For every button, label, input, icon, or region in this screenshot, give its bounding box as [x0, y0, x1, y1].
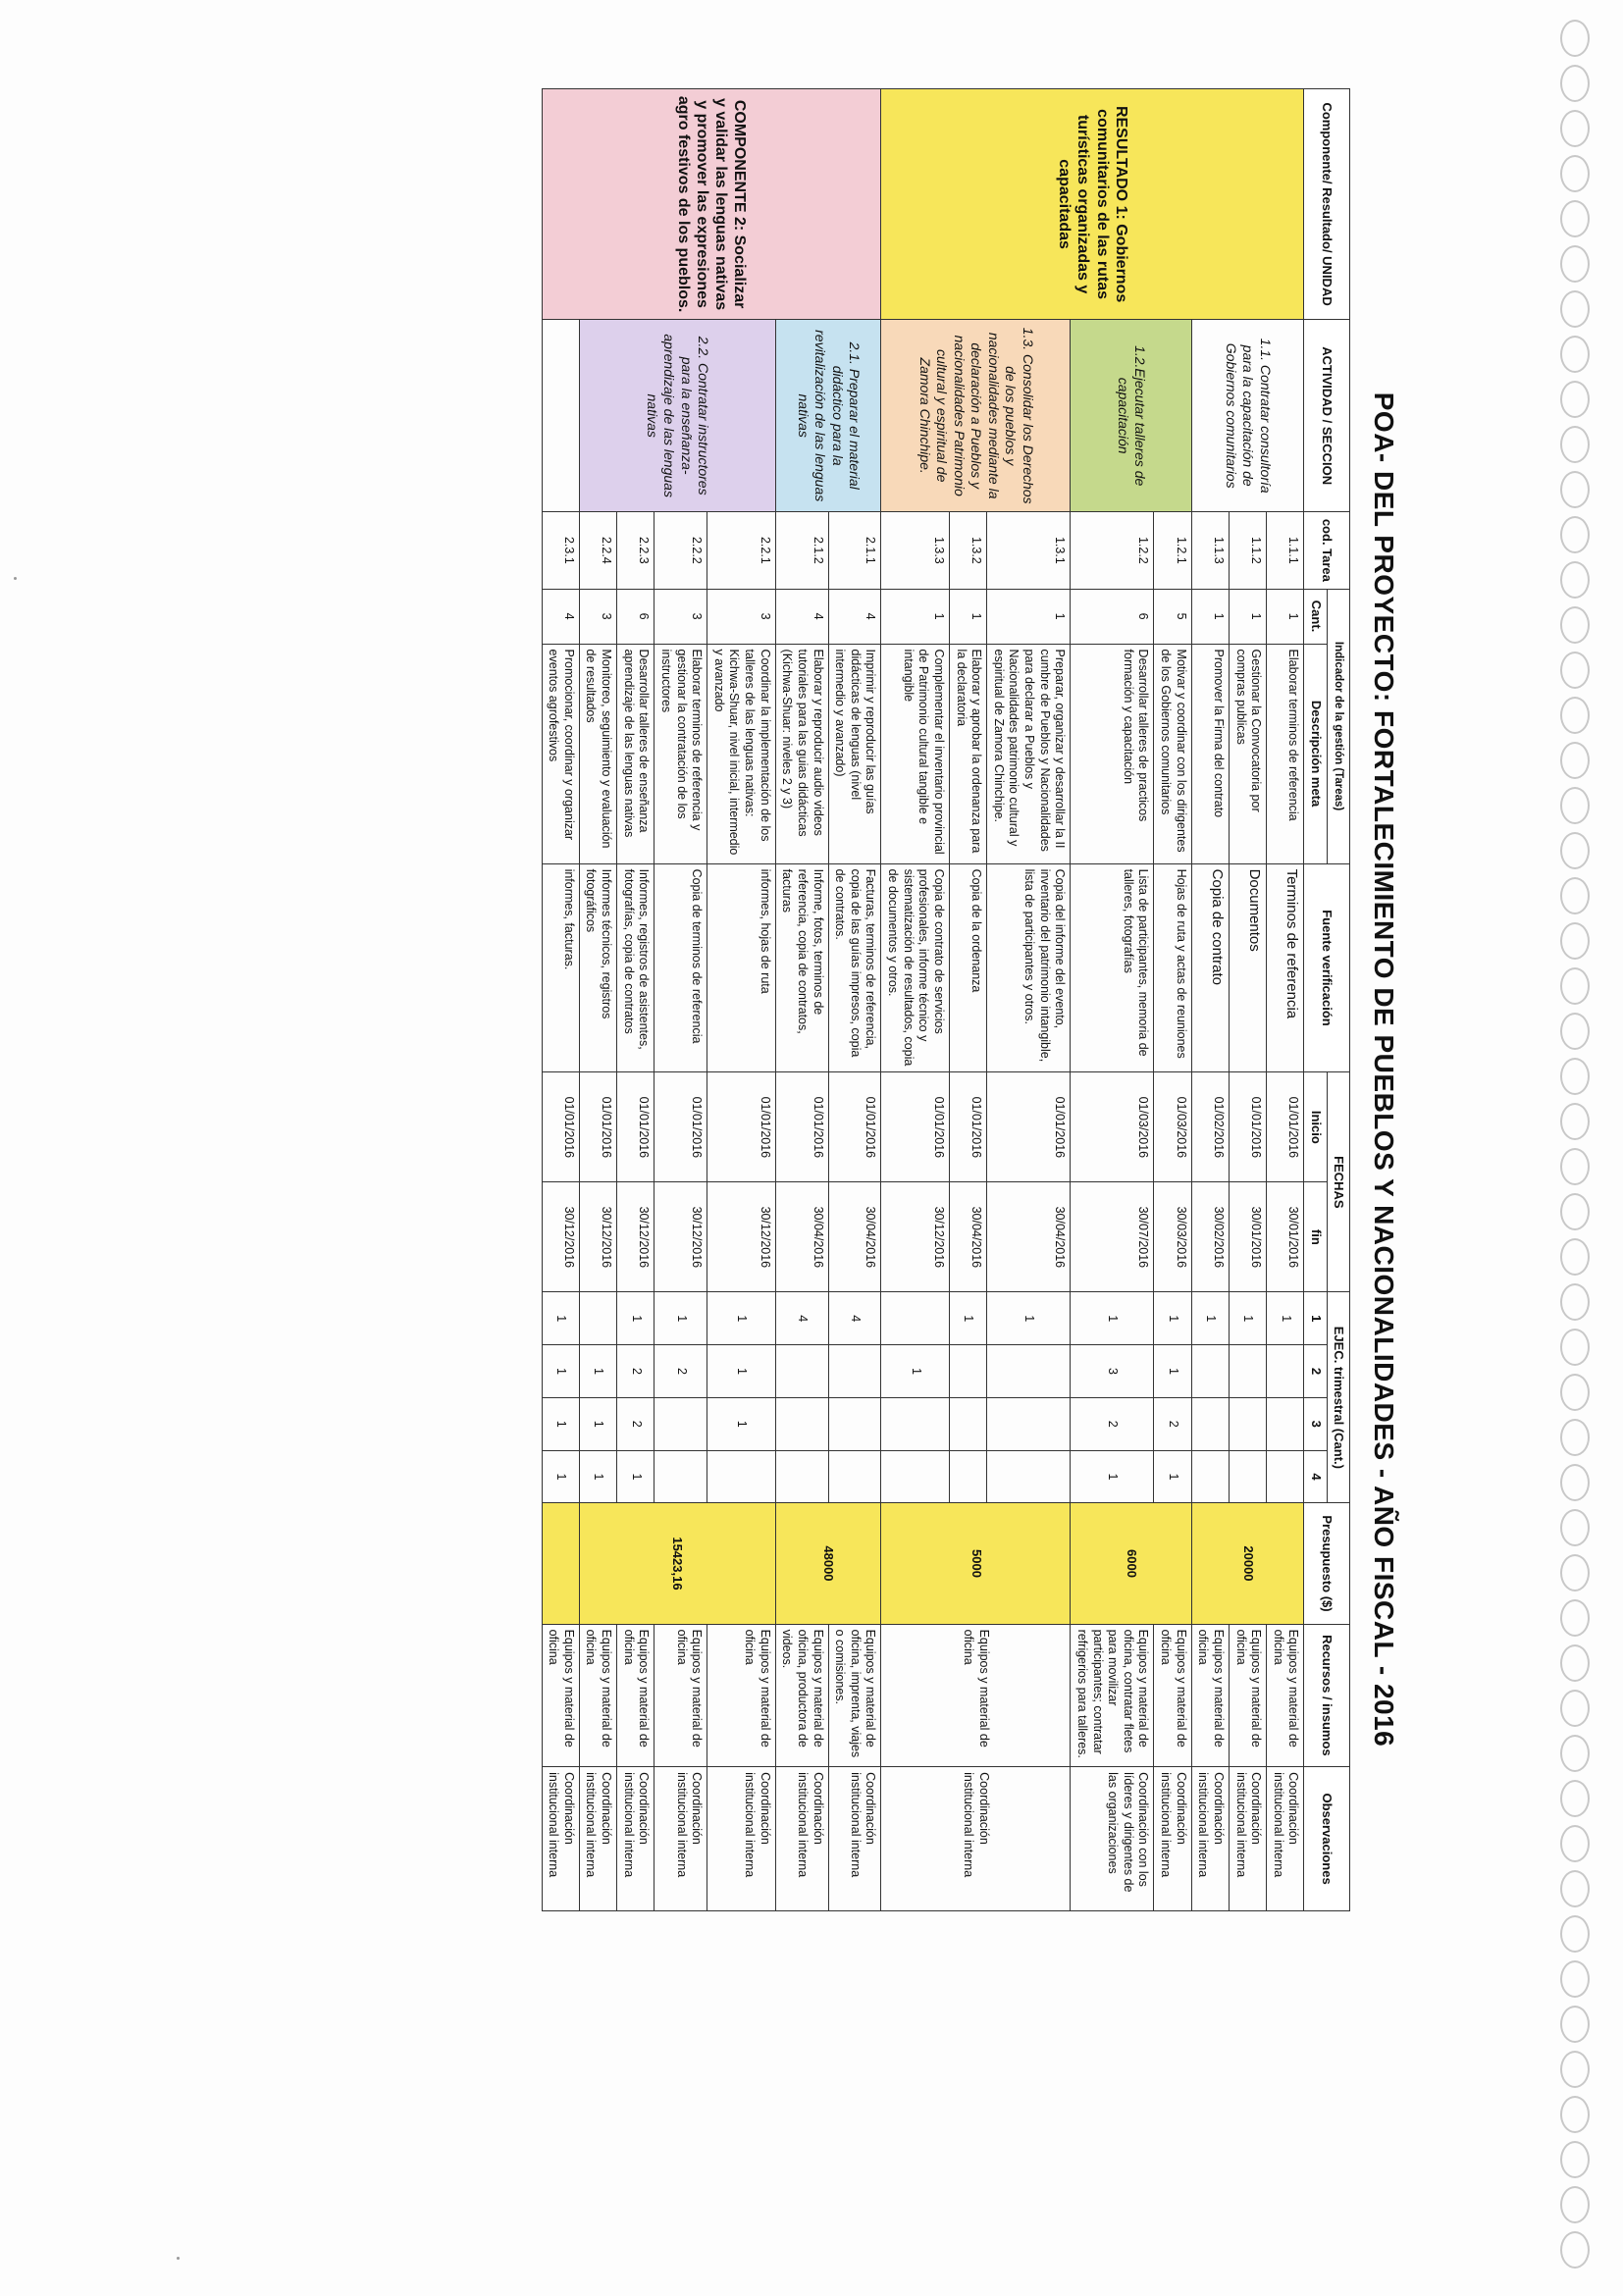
inicio-cell: 01/01/2016	[617, 1072, 654, 1182]
fin-cell: 30/12/2016	[654, 1182, 707, 1292]
cod-cell: 1.3.1	[987, 512, 1071, 589]
q4-cell: 1	[1154, 1450, 1191, 1503]
rotated-document	[165, 88, 1411, 2051]
cant-cell: 3	[654, 589, 707, 644]
cant-cell: 1	[1267, 589, 1304, 644]
q1-cell: 1	[1191, 1292, 1229, 1345]
resultado-1-cell: RESULTADO 1: Gobiernos comunitarios de las rutas turísticas organizadas y capacitadas	[881, 89, 1304, 320]
header-componente: Componente/ Resultado/ UNIDAD	[1304, 89, 1350, 320]
q4-cell	[1230, 1450, 1267, 1503]
observaciones-cell: Coordinación institucional interna	[707, 1767, 776, 1911]
cod-cell: 2.2.3	[617, 512, 654, 589]
q3-cell: 2	[1154, 1397, 1191, 1450]
desc-cell: Elaborar terminos de referencia	[1267, 644, 1304, 863]
fin-cell: 30/04/2016	[987, 1182, 1071, 1292]
q1-cell: 1	[542, 1292, 579, 1345]
q1-cell: 1	[654, 1292, 707, 1345]
q4-cell	[707, 1450, 776, 1503]
q2-cell	[1230, 1345, 1267, 1398]
fuente-cell: Copia de contrato	[1191, 863, 1229, 1072]
header-recursos: Recursos / insumos	[1304, 1624, 1350, 1767]
header-observaciones: Observaciones	[1304, 1767, 1350, 1911]
cod-cell: 2.3.1	[542, 512, 579, 589]
fuente-cell: Facturas, terminos de referencia, copia de las guías impresos, copia de contratos.	[828, 863, 881, 1072]
fin-cell: 30/12/2016	[542, 1182, 579, 1292]
inicio-cell: 01/01/2016	[707, 1072, 776, 1182]
q2-cell: 2	[654, 1345, 707, 1398]
cod-cell: 1.1.2	[1230, 512, 1267, 589]
q1-cell: 1	[1230, 1292, 1267, 1345]
q3-cell	[1191, 1397, 1229, 1450]
cant-cell: 1	[987, 589, 1071, 644]
header-fechas: FECHAS	[1327, 1072, 1349, 1292]
inicio-cell: 01/01/2016	[579, 1072, 616, 1182]
fin-cell: 30/12/2016	[617, 1182, 654, 1292]
inicio-cell: 01/01/2016	[1230, 1072, 1267, 1182]
activity-1-2: 1.2.Ejecutar talleres de capacitación	[1071, 320, 1191, 512]
fin-cell: 30/01/2016	[1267, 1182, 1304, 1292]
cant-cell: 6	[1071, 589, 1154, 644]
table-row	[987, 89, 1071, 1911]
desc-cell: Complementar el inventario provincial de Patrimonio cultural tangible e intangible	[881, 644, 950, 863]
cant-cell: 3	[707, 589, 776, 644]
fuente-cell: Terminos de referencia	[1267, 863, 1304, 1072]
q1-cell	[881, 1292, 950, 1345]
q4-cell	[775, 1450, 828, 1503]
desc-cell: Elaborar y aprobar la ordenanza para la declaratoria	[950, 644, 987, 863]
desc-cell: Preparar, organizar y desarrollar la II cumbre de Pueblos y Nacionalidades para declarar a Pueblos y Nacionalidades patrimonio cultural y espiritual de Zamora Chinchipe.	[987, 644, 1071, 863]
q2-cell: 1	[707, 1345, 776, 1398]
q4-cell	[987, 1450, 1071, 1503]
table-row	[542, 89, 579, 1911]
inicio-cell: 01/03/2016	[1154, 1072, 1191, 1182]
fin-cell: 30/04/2016	[950, 1182, 987, 1292]
table-row	[1154, 89, 1191, 1911]
cod-cell: 1.2.2	[1071, 512, 1154, 589]
observaciones-cell: Coordinación institucional interna	[579, 1767, 616, 1911]
fuente-cell: Informes, registros de asistentes, fotografías, copia de contratos	[617, 863, 654, 1072]
q3-cell: 1	[707, 1397, 776, 1450]
q3-cell: 2	[1071, 1397, 1154, 1450]
recursos-cell: Equipos y material de oficina	[881, 1624, 1071, 1767]
recursos-cell: Equipos y material de oficina	[1191, 1624, 1229, 1767]
q4-cell	[1191, 1450, 1229, 1503]
cod-cell: 1.3.3	[881, 512, 950, 589]
q2-cell: 1	[881, 1345, 950, 1398]
cod-cell: 2.2.1	[707, 512, 776, 589]
cant-cell: 4	[542, 589, 579, 644]
document-title: POA- DEL PROYECTO: FORTALECIMIENTO DE PUEBLOS Y NACIONALIDADES - AÑO FISCAL - 2016	[1369, 391, 1399, 1748]
header-actividad: ACTIVIDAD / SECCION	[1304, 320, 1350, 512]
recursos-cell: Equipos y material de oficina, contratar fletes para movilizar participantes; contratar refrigerios para talleres.	[1071, 1624, 1154, 1767]
observaciones-cell: Coordinación institucional interna	[881, 1767, 1071, 1911]
cant-cell: 1	[1191, 589, 1229, 644]
budget-cell	[542, 1503, 579, 1624]
recursos-cell: Equipos y material de oficina	[617, 1624, 654, 1767]
header-ejec: EJEC. trimestral (Cant.)	[1327, 1292, 1349, 1503]
desc-cell: Motivar y coordinar con los dirigentes de los Gobiernos comunitarios	[1154, 644, 1191, 863]
budget-cell: 48000	[775, 1503, 881, 1624]
fin-cell: 30/07/2016	[1071, 1182, 1154, 1292]
header-cod: cod. Tarea	[1304, 512, 1350, 589]
table-row	[828, 89, 881, 1911]
componente-2-cell: COMPONENTE 2: Socializar y validar las lenguas nativas y promover las expresiones agro festivos de los pueblos.	[542, 89, 881, 320]
q2-cell	[950, 1345, 987, 1398]
fin-cell: 30/03/2016	[1154, 1182, 1191, 1292]
q4-cell: 1	[617, 1450, 654, 1503]
recursos-cell: Equipos y material de oficina, imprenta, viajes o comisiones.	[828, 1624, 881, 1767]
fin-cell: 30/02/2016	[1191, 1182, 1229, 1292]
activity-1-1: 1.1. Contratar consultoría para la capacitación de Gobiernos comunitarios	[1191, 320, 1304, 512]
observaciones-cell: Coordinación institucional interna	[1191, 1767, 1229, 1911]
observaciones-cell: Coordinación institucional interna	[1267, 1767, 1304, 1911]
observaciones-cell: Coordinación institucional interna	[1154, 1767, 1191, 1911]
q4-cell: 1	[579, 1450, 616, 1503]
q1-cell	[579, 1292, 616, 1345]
desc-cell: Promocionar, coordinar y organizar eventos agrofestivos	[542, 644, 579, 863]
q2-cell	[828, 1345, 881, 1398]
activity-2-3-cell	[542, 320, 579, 512]
activity-2-1: 2.1. Preparar el material didáctico para la revitalización de las lenguas nativas	[775, 320, 881, 512]
fuente-cell: Hojas de ruta y actas de reuniones	[1154, 863, 1191, 1072]
fuente-cell: Copia de la ordenanza	[950, 863, 987, 1072]
header-row-1	[1327, 89, 1349, 1911]
q3-cell	[881, 1397, 950, 1450]
inicio-cell: 01/03/2016	[1071, 1072, 1154, 1182]
recursos-cell: Equipos y material de oficina	[1154, 1624, 1191, 1767]
q2-cell: 3	[1071, 1345, 1154, 1398]
header-q2: 2	[1304, 1345, 1327, 1398]
budget-cell: 5000	[881, 1503, 1071, 1624]
q1-cell: 1	[1267, 1292, 1304, 1345]
cant-cell: 1	[1230, 589, 1267, 644]
q4-cell	[1267, 1450, 1304, 1503]
binder-rings	[1552, 20, 1601, 2276]
q1-cell: 4	[775, 1292, 828, 1345]
q1-cell: 1	[617, 1292, 654, 1345]
q2-cell	[775, 1345, 828, 1398]
budget-cell: 20000	[1191, 1503, 1304, 1624]
scan-speck	[177, 2257, 180, 2260]
q3-cell	[987, 1397, 1071, 1450]
fin-cell: 30/12/2016	[579, 1182, 616, 1292]
q2-cell	[1191, 1345, 1229, 1398]
q3-cell	[828, 1397, 881, 1450]
q4-cell: 1	[542, 1450, 579, 1503]
observaciones-cell: Coordinación institucional interna	[828, 1767, 881, 1911]
desc-cell: Coordinar la implementación de los talleres de las lenguas nativas: Kichwa-Shuar, nivel inicial, intermedio y avanzado	[707, 644, 776, 863]
recursos-cell: Equipos y material de oficina	[579, 1624, 616, 1767]
q3-cell: 2	[617, 1397, 654, 1450]
inicio-cell: 01/01/2016	[542, 1072, 579, 1182]
q4-cell	[654, 1450, 707, 1503]
cod-cell: 1.2.1	[1154, 512, 1191, 589]
q3-cell	[950, 1397, 987, 1450]
q2-cell: 1	[542, 1345, 579, 1398]
inicio-cell: 01/01/2016	[775, 1072, 828, 1182]
recursos-cell: Equipos y material de oficina	[1267, 1624, 1304, 1767]
header-q4: 4	[1304, 1450, 1327, 1503]
cant-cell: 4	[775, 589, 828, 644]
desc-cell: Promover la Firma del contrato	[1191, 644, 1229, 863]
q3-cell: 1	[542, 1397, 579, 1450]
fuente-cell: Documentos	[1230, 863, 1267, 1072]
q3-cell: 1	[579, 1397, 616, 1450]
activity-1-3: 1.3. Consolidar los Derechos de los pueblos y nacionalidades mediante la declaración a Pueblos y nacionalidades Patrimonio cultural y espiritual de Zamora Chinchipe.	[881, 320, 1071, 512]
header-presupuesto: Presupuesto ($)	[1304, 1503, 1350, 1624]
q3-cell	[654, 1397, 707, 1450]
inicio-cell: 01/01/2016	[987, 1072, 1071, 1182]
table-row	[1267, 89, 1304, 1911]
desc-cell: Imprimir y reproducir las guías didácticas de lenguas (nivel intermedio y avanzado)	[828, 644, 881, 863]
inicio-cell: 01/01/2016	[881, 1072, 950, 1182]
q1-cell: 1	[987, 1292, 1071, 1345]
q2-cell	[987, 1345, 1071, 1398]
header-fin: fin	[1304, 1182, 1327, 1292]
inicio-cell: 01/01/2016	[654, 1072, 707, 1182]
activity-2-2: 2.2. Contratar instructores para la enseñanza-aprendizaje de las lenguas nativas	[579, 320, 775, 512]
recursos-cell: Equipos y material de oficina, productora de videos.	[775, 1624, 828, 1767]
cod-cell: 1.3.2	[950, 512, 987, 589]
header-descripcion: Descripción meta	[1304, 644, 1327, 863]
q1-cell: 4	[828, 1292, 881, 1345]
q4-cell	[881, 1450, 950, 1503]
fuente-cell: Copia del informe del evento, inventario del patrimonio intangible, lista de participantes y otros.	[987, 863, 1071, 1072]
cod-cell: 2.2.2	[654, 512, 707, 589]
desc-cell: Monitoreo, seguimiento y evaluación de resultados	[579, 644, 616, 863]
q4-cell: 1	[1071, 1450, 1154, 1503]
q1-cell: 1	[950, 1292, 987, 1345]
poa-table	[542, 88, 1350, 1911]
fuente-cell: informes, hojas de ruta	[707, 863, 776, 1072]
fin-cell: 30/12/2016	[881, 1182, 950, 1292]
header-inicio: Inicio	[1304, 1072, 1327, 1182]
observaciones-cell: Coordinación institucional interna	[617, 1767, 654, 1911]
recursos-cell: Equipos y material de oficina	[542, 1624, 579, 1767]
cant-cell: 5	[1154, 589, 1191, 644]
fuente-cell: Copia de terminos de referencia	[654, 863, 707, 1072]
header-indicador: Indicador de la gestión (Tareas)	[1327, 589, 1349, 863]
recursos-cell: Equipos y material de oficina	[707, 1624, 776, 1767]
fuente-cell: Informe, fotos, terminos de referencia, copia de contratos, facturas	[775, 863, 828, 1072]
q1-cell: 1	[707, 1292, 776, 1345]
observaciones-cell: Coordinación institucional interna	[1230, 1767, 1267, 1911]
q4-cell	[828, 1450, 881, 1503]
desc-cell: Desarrollar talleres de enseñanza aprendizaje de las lenguas nativas	[617, 644, 654, 863]
q4-cell	[950, 1450, 987, 1503]
budget-cell: 15423,16	[579, 1503, 775, 1624]
header-fuente: Fuente verificación	[1304, 863, 1350, 1072]
q1-cell: 1	[1154, 1292, 1191, 1345]
fin-cell: 30/01/2016	[1230, 1182, 1267, 1292]
fin-cell: 30/04/2016	[828, 1182, 881, 1292]
cod-cell: 2.2.4	[579, 512, 616, 589]
desc-cell: Desarrollar talleres de practicos formación y capacitación	[1071, 644, 1154, 863]
fuente-cell: Informes técnicos, registros fotográficos	[579, 863, 616, 1072]
q2-cell: 1	[579, 1345, 616, 1398]
header-q1: 1	[1304, 1292, 1327, 1345]
q2-cell: 1	[1154, 1345, 1191, 1398]
fin-cell: 30/04/2016	[775, 1182, 828, 1292]
cant-cell: 1	[950, 589, 987, 644]
q2-cell: 2	[617, 1345, 654, 1398]
q2-cell	[1267, 1345, 1304, 1398]
desc-cell: Gestionar la Convocatoria por compras publicas	[1230, 644, 1267, 863]
fin-cell: 30/12/2016	[707, 1182, 776, 1292]
header-cant: Cant.	[1304, 589, 1327, 644]
fuente-cell: informes, facturas.	[542, 863, 579, 1072]
recursos-cell: Equipos y material de oficina	[654, 1624, 707, 1767]
recursos-cell: Equipos y material de oficina	[1230, 1624, 1267, 1767]
table-row	[707, 89, 776, 1911]
desc-cell: Elaborar terminos de referencia y gestionar la contratación de los instructores	[654, 644, 707, 863]
q3-cell	[1230, 1397, 1267, 1450]
scan-speck	[14, 577, 17, 580]
cant-cell: 3	[579, 589, 616, 644]
cod-cell: 2.1.2	[775, 512, 828, 589]
q3-cell	[1267, 1397, 1304, 1450]
desc-cell: Elaborar y reproducir audio videos tutoriales para las guias didácticas (Kichwa-Shuar: niveles 2 y 3)	[775, 644, 828, 863]
fuente-cell: Lista de participantes, memoria de talleres, fotografías	[1071, 863, 1154, 1072]
cod-cell: 1.1.3	[1191, 512, 1229, 589]
inicio-cell: 01/01/2016	[950, 1072, 987, 1182]
observaciones-cell: Coordinación institucional interna	[654, 1767, 707, 1911]
observaciones-cell: Coordinación institucional interna	[775, 1767, 828, 1911]
header-q3: 3	[1304, 1397, 1327, 1450]
inicio-cell: 01/02/2016	[1191, 1072, 1229, 1182]
q3-cell	[775, 1397, 828, 1450]
inicio-cell: 01/01/2016	[828, 1072, 881, 1182]
cod-cell: 2.1.1	[828, 512, 881, 589]
inicio-cell: 01/01/2016	[1267, 1072, 1304, 1182]
cod-cell: 1.1.1	[1267, 512, 1304, 589]
cant-cell: 1	[881, 589, 950, 644]
fuente-cell: Copia de contrato de servicios profesionales, informe técnico y sistematización de resultados, copia de documentos y otros.	[881, 863, 950, 1072]
budget-cell: 6000	[1071, 1503, 1191, 1624]
observaciones-cell: Coordinación con los líderes y dirigentes de las organizaciones	[1071, 1767, 1154, 1911]
cant-cell: 6	[617, 589, 654, 644]
cant-cell: 4	[828, 589, 881, 644]
q1-cell: 1	[1071, 1292, 1154, 1345]
observaciones-cell: Coordinación institucional interna	[542, 1767, 579, 1911]
